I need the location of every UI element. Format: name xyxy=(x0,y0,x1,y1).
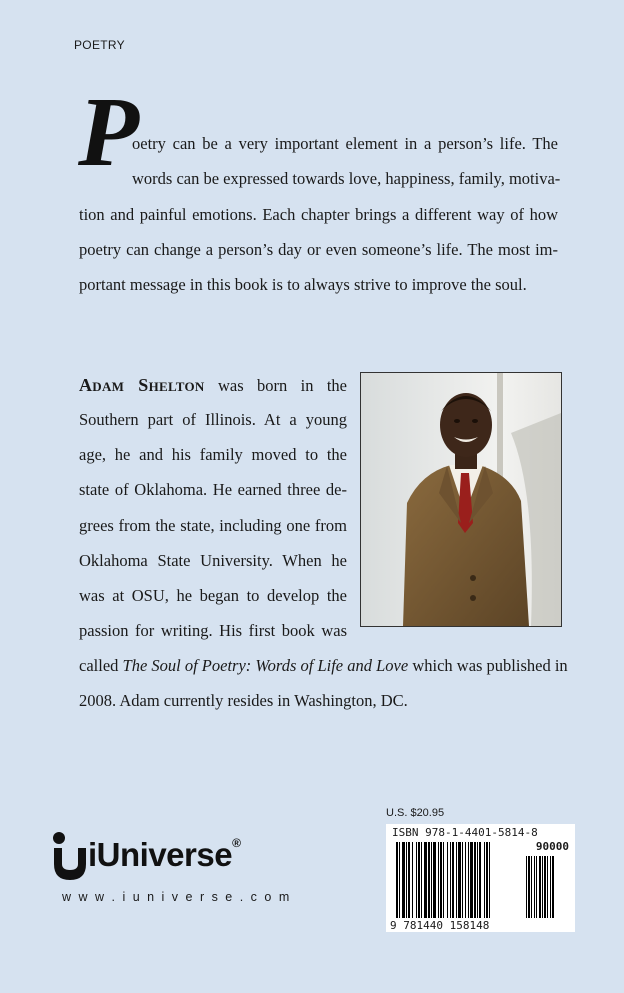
barcode-bar xyxy=(470,842,473,918)
iuniverse-logo-icon xyxy=(50,830,90,890)
bio-text: state of Oklahoma. He earned three de- xyxy=(79,480,347,499)
bio-text: was born in the xyxy=(204,376,347,395)
barcode-bar xyxy=(534,856,535,918)
bio-line xyxy=(79,410,347,430)
intro-dropcap: P xyxy=(78,76,140,187)
book-title: The Soul of Poetry: Words of Life and Love xyxy=(122,656,409,675)
barcode-bar xyxy=(424,842,427,918)
barcode-bar xyxy=(458,842,461,918)
bio-text: passion for writing. His first book was xyxy=(79,621,347,640)
barcode-bar xyxy=(489,842,490,918)
barcode-bar xyxy=(412,842,413,918)
bio-first-line xyxy=(79,375,347,396)
author-name: Adam Shelton xyxy=(79,375,205,395)
bio-text: Southern part of Illinois. At a young xyxy=(79,410,347,429)
barcode-bar xyxy=(408,842,410,918)
intro-line xyxy=(79,275,527,295)
barcode-bar xyxy=(539,856,541,918)
barcode-bar xyxy=(526,856,527,918)
barcode-digits: 9 781440 158148 xyxy=(390,919,490,932)
bio-text: which was published in xyxy=(408,656,568,675)
publisher-name-text: iUniverse xyxy=(88,836,233,873)
trademark-symbol: ® xyxy=(232,836,241,850)
bio-line xyxy=(79,621,347,641)
barcode-bar xyxy=(456,842,457,918)
intro-line xyxy=(79,205,558,225)
bio-text: called xyxy=(79,656,123,675)
barcode-bar xyxy=(486,842,488,918)
price-label: U.S. $20.95 xyxy=(386,807,445,819)
barcode-bar xyxy=(477,842,478,918)
barcode-bar xyxy=(443,842,444,918)
barcode-bar xyxy=(431,842,432,918)
barcode-bar xyxy=(479,842,481,918)
author-portrait-illustration xyxy=(361,373,561,626)
bio-text: was at OSU, he began to develop the xyxy=(79,586,347,605)
barcode-bar xyxy=(450,842,451,918)
bio-line xyxy=(79,691,408,711)
bio-line xyxy=(79,375,347,396)
isbn-number: ISBN 978-1-4401-5814-8 xyxy=(392,826,538,839)
barcode-bar xyxy=(452,842,454,918)
intro-text: poetry can change a person’s day or even someone’s life. The most im- xyxy=(79,240,558,259)
barcode-bar xyxy=(468,842,469,918)
barcode-bar xyxy=(396,842,398,918)
barcode-bar xyxy=(547,856,548,918)
bio-line xyxy=(79,551,347,571)
publisher-name xyxy=(88,836,240,874)
barcode-price-code: 90000 xyxy=(535,840,569,853)
barcode-bar xyxy=(550,856,551,918)
barcode-bar xyxy=(465,842,466,918)
intro-text: tion and painful emotions. Each chapter brings a different way of how xyxy=(79,205,558,224)
bio-text: 2008. Adam currently resides in Washington, DC. xyxy=(79,691,408,710)
barcode-bar xyxy=(447,842,448,918)
barcode-bar xyxy=(536,856,537,918)
bio-line xyxy=(79,516,347,536)
intro-line xyxy=(132,169,561,189)
intro-line xyxy=(132,134,558,154)
barcode-bar xyxy=(552,856,554,918)
author-photo xyxy=(360,372,562,627)
barcode-bar xyxy=(462,842,463,918)
intro-text: portant message in this book is to always strive to improve the soul. xyxy=(79,275,527,294)
barcode-bar xyxy=(402,842,405,918)
bio-book-line xyxy=(79,656,568,676)
barcode-bar xyxy=(438,842,439,918)
barcode-bar xyxy=(428,842,430,918)
barcode-bar xyxy=(528,856,530,918)
category-label: POETRY xyxy=(74,38,125,52)
barcode-bar xyxy=(474,842,476,918)
barcode-bar xyxy=(440,842,442,918)
publisher-logo xyxy=(50,830,280,890)
barcode-bar xyxy=(433,842,436,918)
barcode-bar xyxy=(531,856,532,918)
intro-text: words can be expressed towards love, happiness, family, motiva- xyxy=(132,169,561,188)
bio-line xyxy=(79,656,568,676)
bio-line xyxy=(79,586,347,606)
bio-text: age, he and his family moved to the xyxy=(79,445,347,464)
barcode-bar xyxy=(418,842,420,918)
barcode-bar xyxy=(421,842,422,918)
bio-text: grees from the state, including one from xyxy=(79,516,347,535)
isbn-barcode xyxy=(386,824,575,932)
barcode-bar xyxy=(542,856,543,918)
barcode-bar xyxy=(484,842,485,918)
barcode-bar xyxy=(406,842,407,918)
intro-text: oetry can be a very important element in a person’s life. The xyxy=(132,134,558,153)
barcode-bar xyxy=(544,856,546,918)
intro-line xyxy=(79,240,558,260)
publisher-url: w w w . i u n i v e r s e . c o m xyxy=(62,890,292,904)
barcode-bar xyxy=(416,842,417,918)
barcode-bar xyxy=(399,842,400,918)
bio-line xyxy=(79,480,347,500)
bio-text: Oklahoma State University. When he xyxy=(79,551,347,570)
barcode-bars xyxy=(386,824,575,932)
bio-line xyxy=(79,445,347,465)
